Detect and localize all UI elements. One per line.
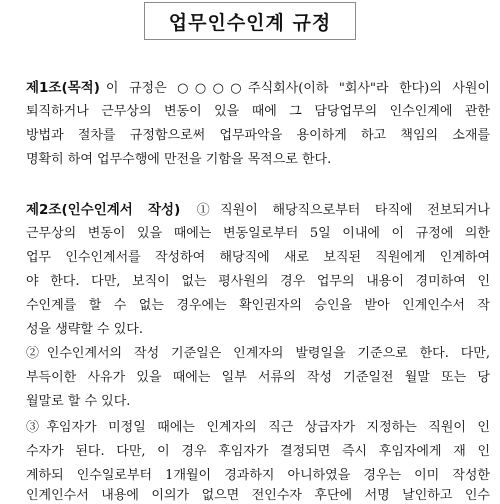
article-2-line-1 (26, 202, 490, 219)
article-1-line-2: 퇴직하거나 근무상의 변동이 있을 때에 그 담당업무의 인수인계에 관한 (26, 104, 490, 119)
article-2-line-8: 부득이한 사유가 있을 때에는 일부 서류의 작성 기준일전 월말 또는 당 (26, 370, 490, 385)
article-2-line-9: 월말로 할 수 있다. (26, 394, 131, 409)
article-2-heading: 제2조(인수인계서 작성) (26, 202, 181, 218)
article-1-heading: 제1조(목적) (26, 80, 100, 96)
article-1-line-1 (26, 80, 490, 97)
article-2-line-12: 계하되 인수일로부터 1개월이 경과하지 아니하였을 경우는 이미 작성한 (26, 468, 490, 483)
article-2-line-7: ②인수인계서의 작성 기준일은 인계자의 발령일을 기준으로 한다. 다만, (26, 346, 490, 361)
article-2-line-5: 수인계를 할 수 없는 경우에는 확인권자의 승인을 받아 인계인수서 작 (26, 298, 490, 313)
article-2-line-2: 근무상의 변동이 있을 때에는 변동일로부터 5일 이내에 이 규정에 의한 (26, 226, 490, 241)
article-1-text-1: 이 규정은 ○○○○주식회사(이하 "회사"라 한다)의 사원이 (105, 81, 490, 96)
article-1-line-4: 명확히 하여 업무수행에 만전을 기함을 목적으로 한다. (26, 152, 332, 167)
article-2-text-1: ①직원이 해당직으로부터 타직에 전보되거나 (186, 203, 490, 218)
article-2-line-4: 야 한다. 다만, 보직이 없는 평사원의 경우 업무의 내용이 경미하여 인 (26, 274, 490, 289)
article-2-line-6: 성을 생략할 수 있다. (26, 322, 143, 337)
article-2-line-11: 수자가 된다. 다만, 이 경우 후임자가 결정되면 즉시 후임자에게 재 인 (26, 444, 490, 459)
article-2-line-13: 인계인수서 내용에 이의가 없으면 전인수자 후단에 서명 날인하고 인수 (26, 488, 490, 503)
article-2-line-10: ③후임자가 미정일 때에는 인계자의 직근 상급자가 지정하는 직원이 인 (26, 420, 490, 435)
document-title: 업무인수인계 규정 (144, 2, 356, 40)
article-1-line-3: 방법과 절차를 규정함으로써 업무파악을 용이하게 하고 책임의 소재를 (26, 128, 490, 143)
article-2-line-3: 업무 인수인계서를 작성하여 해당직에 새로 보직된 직원에게 인계하여 (26, 250, 490, 265)
